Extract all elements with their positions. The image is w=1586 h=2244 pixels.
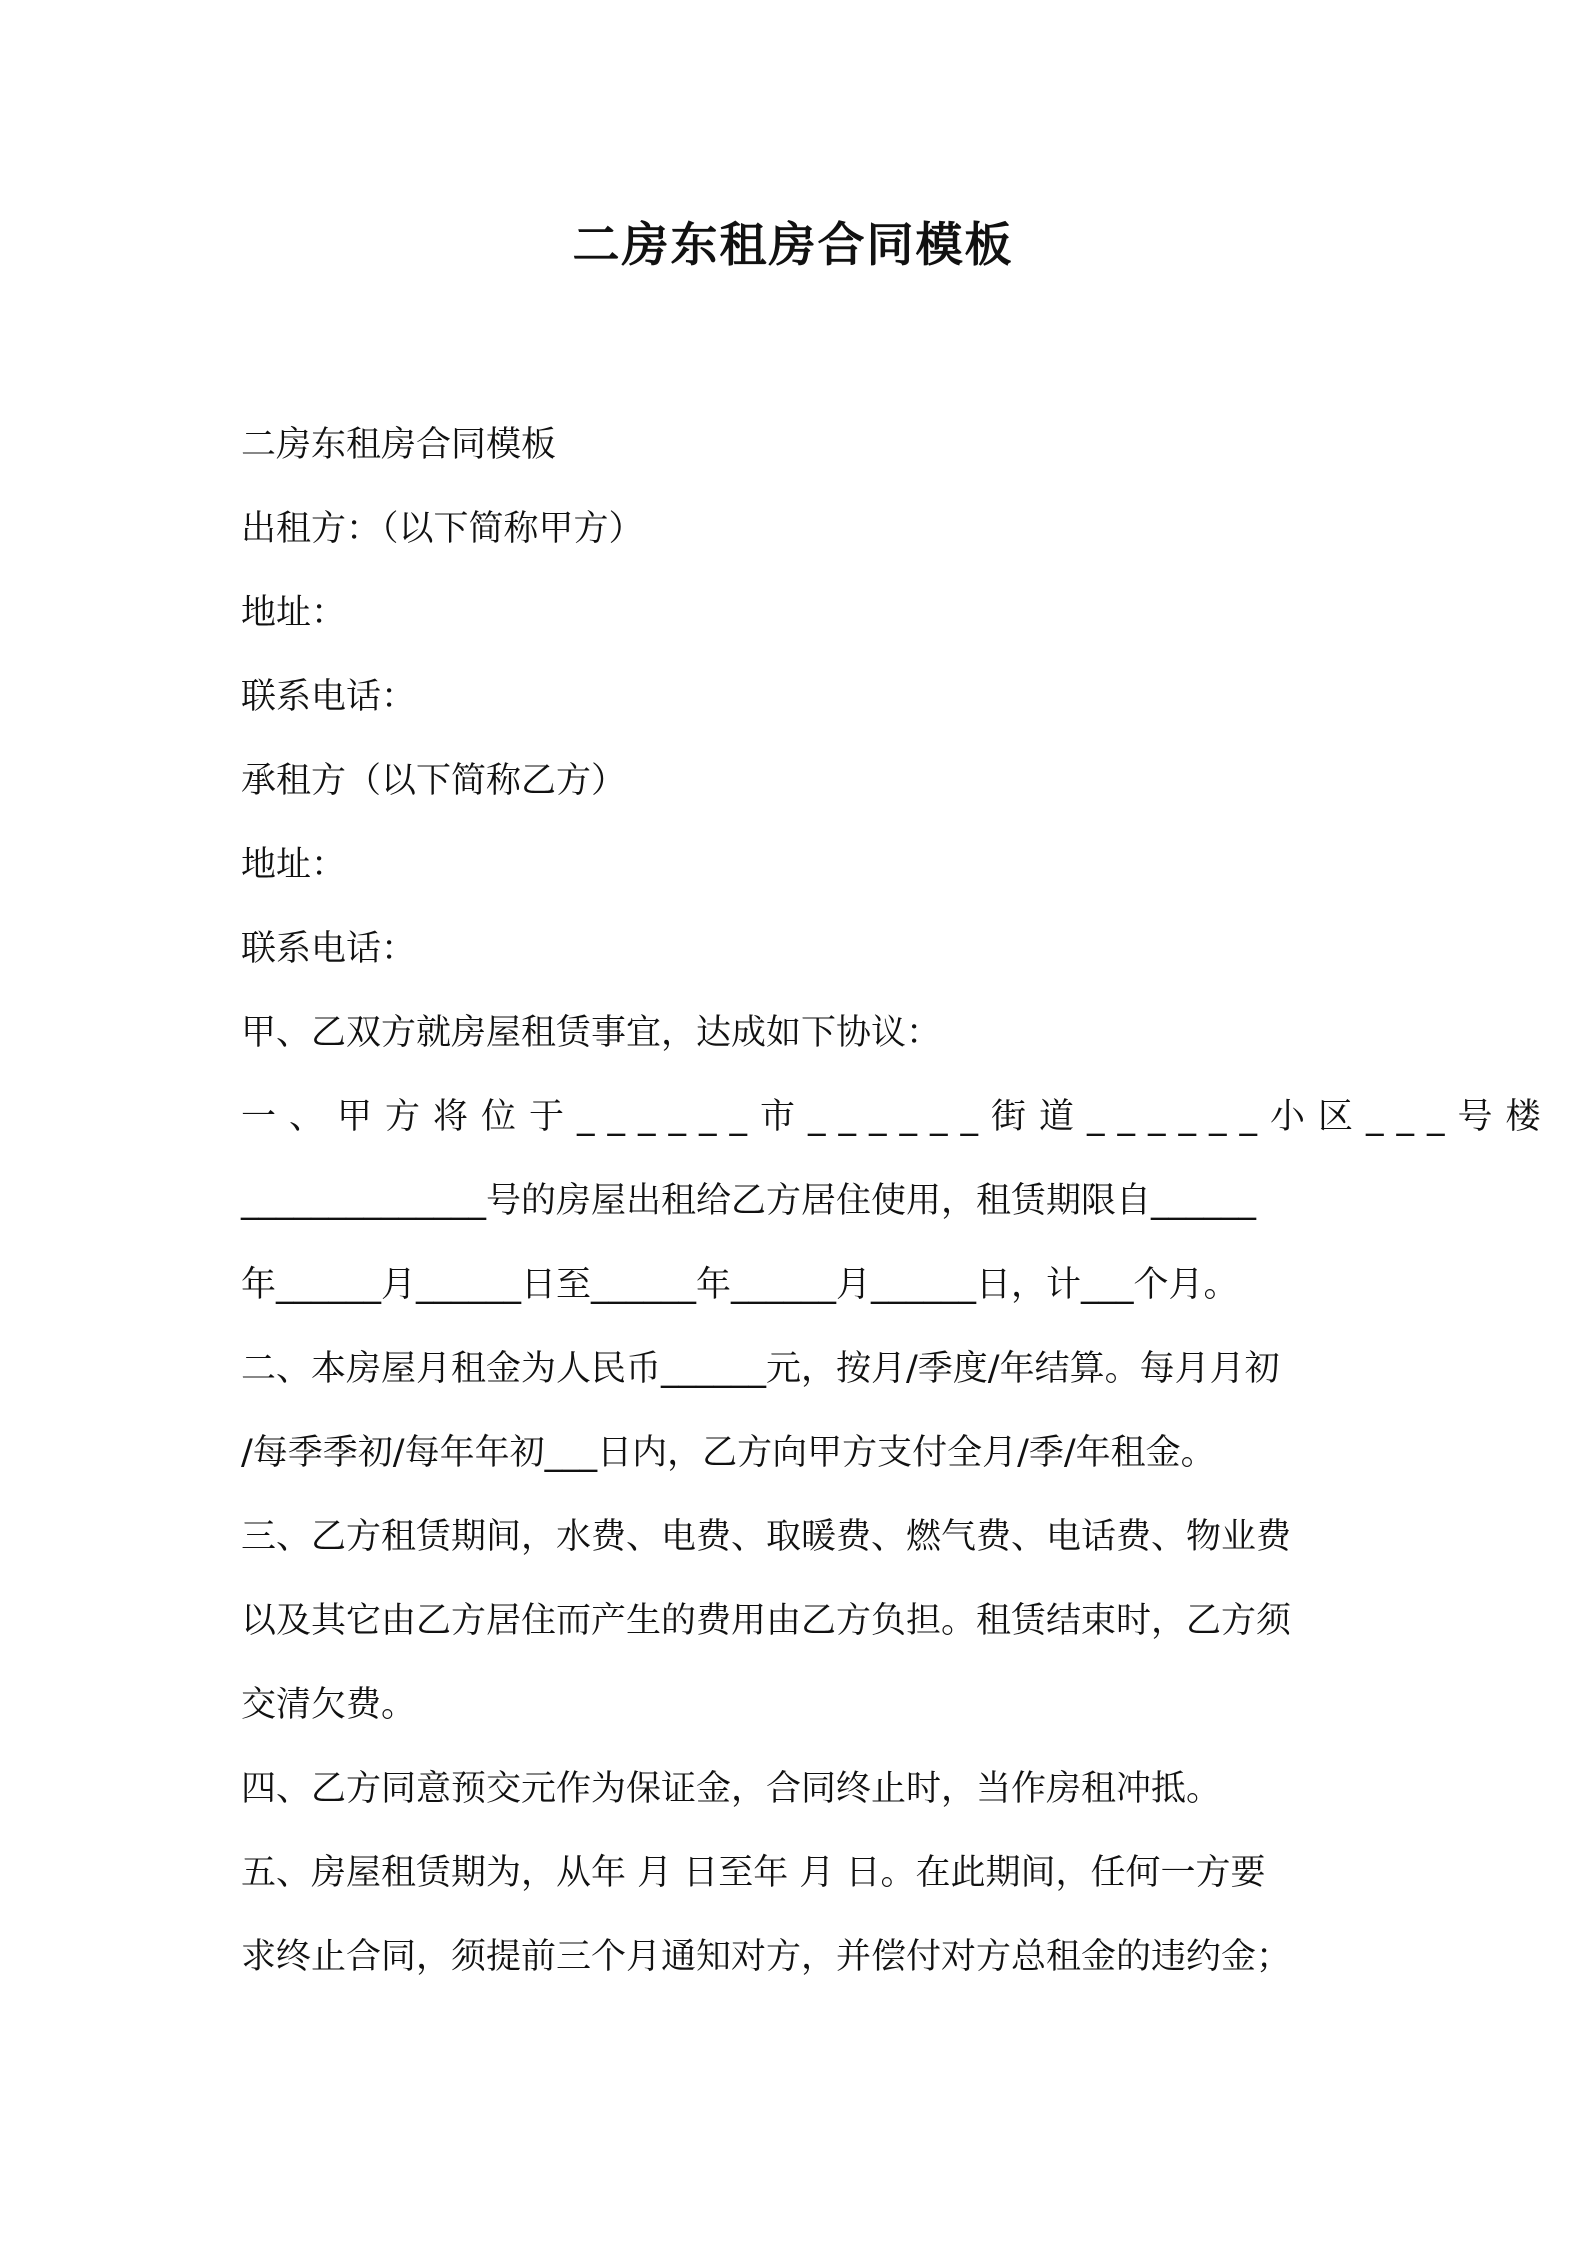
lessor-phone-line: 联系电话： (241, 677, 417, 717)
clause-1-line-3: 年______月______日至______年______月______日，计___个月。 (241, 1265, 1239, 1305)
lessor-line: 出租方：（以下简称甲方） (241, 509, 644, 549)
lessor-address-line: 地址： (241, 593, 347, 633)
agreement-intro-line: 甲、乙双方就房屋租赁事宜，达成如下协议： (241, 1013, 942, 1053)
clause-2-line-1: 二、本房屋月租金为人民币______元，按月/季度/年结算。每月月初 (241, 1349, 1280, 1389)
lessee-phone-line: 联系电话： (241, 929, 417, 969)
clause-1-line-2: ______________号的房屋出租给乙方居住使用，租赁期限自______ (241, 1181, 1257, 1221)
clause-5-line-1: 五、房屋租赁期为，从年 月 日至年 月 日。在此期间，任何一方要 (241, 1853, 1266, 1893)
clause-2-line-2: /每季季初/每年年初___日内，乙方向甲方支付全月/季/年租金。 (241, 1433, 1216, 1473)
lessee-line: 承租方（以下简称乙方） (241, 761, 627, 801)
clause-4-line-1: 四、乙方同意预交元作为保证金，合同终止时，当作房租冲抵。 (241, 1769, 1222, 1809)
clause-3-line-1: 三、乙方租赁期间，水费、电费、取暖费、燃气费、电话费、物业费 (241, 1517, 1292, 1557)
clause-3-line-3: 交清欠费。 (241, 1685, 417, 1725)
lessee-address-line: 地址： (241, 845, 347, 885)
clause-5-line-2: 求终止合同，须提前三个月通知对方，并偿付对方总租金的违约金； (241, 1937, 1292, 1977)
heading-line: 二房东租房合同模板 (241, 425, 557, 465)
clause-1-line-1: 一、甲方将位于______市______街道______小区___号楼 (241, 1097, 1554, 1137)
document-body (241, 403, 1554, 1999)
document-title: 二房东租房合同模板 (572, 218, 1014, 273)
clause-3-line-2: 以及其它由乙方居住而产生的费用由乙方负担。租赁结束时，乙方须 (241, 1601, 1292, 1641)
